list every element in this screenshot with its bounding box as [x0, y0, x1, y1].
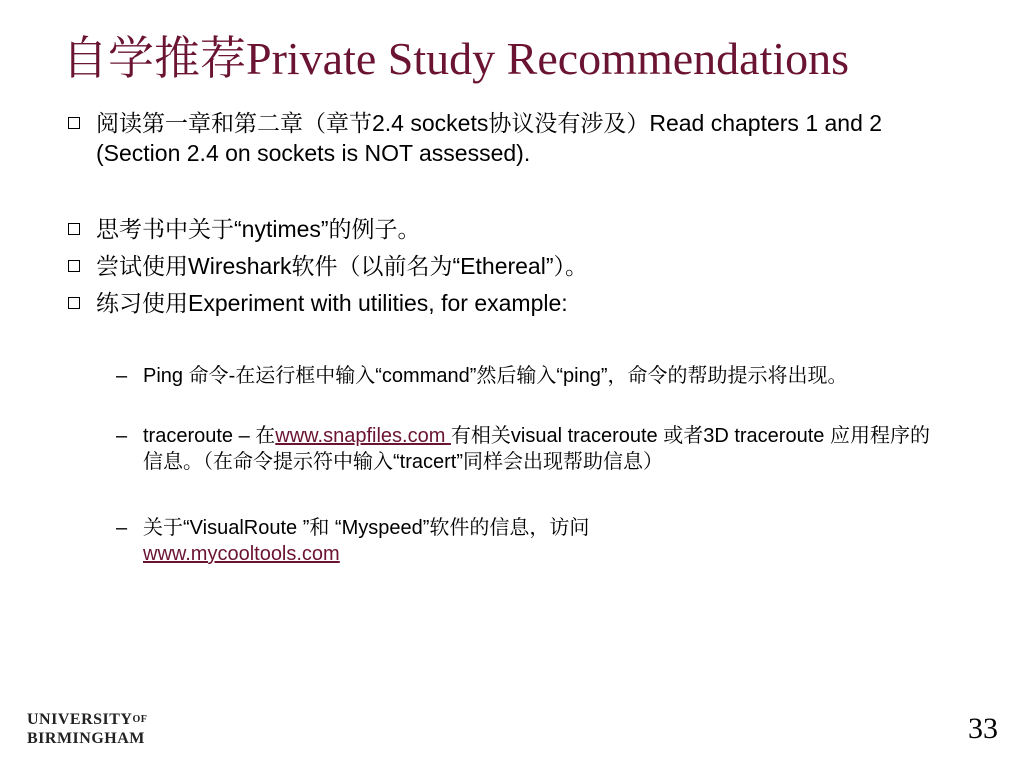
mycooltools-link[interactable]: www.mycooltools.com: [143, 543, 340, 565]
subbullet-text: Ping 命令-在运行框中输入“command”然后输入“ping”，命令的帮助提示将出现。: [143, 365, 848, 387]
snapfiles-link[interactable]: www.snapfiles.com: [275, 425, 451, 447]
square-bullet-icon: [68, 260, 80, 272]
bullet-utilities: [68, 288, 928, 318]
square-bullet-icon: [68, 297, 80, 309]
subbullet-visualroute: [116, 515, 936, 567]
dash-bullet: –: [116, 425, 128, 447]
square-bullet-icon: [68, 223, 80, 235]
traceroute-suffix: 有相关visual traceroute 或者3D traceroute 应用程序的信息。（在命令提示符中输入“tracert”同样会出现帮助信息）: [143, 425, 930, 473]
logo-university: UNIVERSITY: [27, 711, 133, 728]
university-logo: [27, 710, 147, 748]
slide-title: 自学推荐Private Study Recommendations: [62, 33, 850, 84]
bullet-text: 练习使用Experiment with utilities, for example:: [96, 290, 568, 316]
dash-bullet: –: [116, 517, 128, 539]
subbullet-text: [143, 515, 936, 567]
dash-bullet: –: [116, 365, 128, 387]
bullet-read-chapters: [68, 108, 928, 168]
logo-of: OF: [132, 714, 148, 725]
page-number: 33: [968, 712, 998, 745]
logo-line-1: [27, 710, 147, 729]
bullet-text: 思考书中关于“nytimes”的例子。: [96, 216, 421, 242]
subbullet-ping: [116, 363, 936, 389]
subbullet-traceroute: [116, 423, 936, 475]
square-bullet-icon: [68, 117, 80, 129]
bullet-wireshark: [68, 251, 928, 281]
bullet-text: 尝试使用Wireshark软件（以前名为“Ethereal”）。: [96, 253, 588, 279]
subbullet-text: [143, 423, 936, 475]
bullet-nytimes: [68, 214, 928, 244]
traceroute-prefix: traceroute – 在: [143, 425, 276, 447]
bullet-text: 阅读第一章和第二章（章节2.4 sockets协议没有涉及）Read chapters 1 and 2 (Section 2.4 on sockets is NOT assessed).: [96, 110, 883, 166]
logo-line-2: BIRMINGHAM: [27, 730, 145, 747]
visualroute-prefix: 关于“VisualRoute ”和 “Myspeed”软件的信息，访问: [143, 517, 590, 539]
